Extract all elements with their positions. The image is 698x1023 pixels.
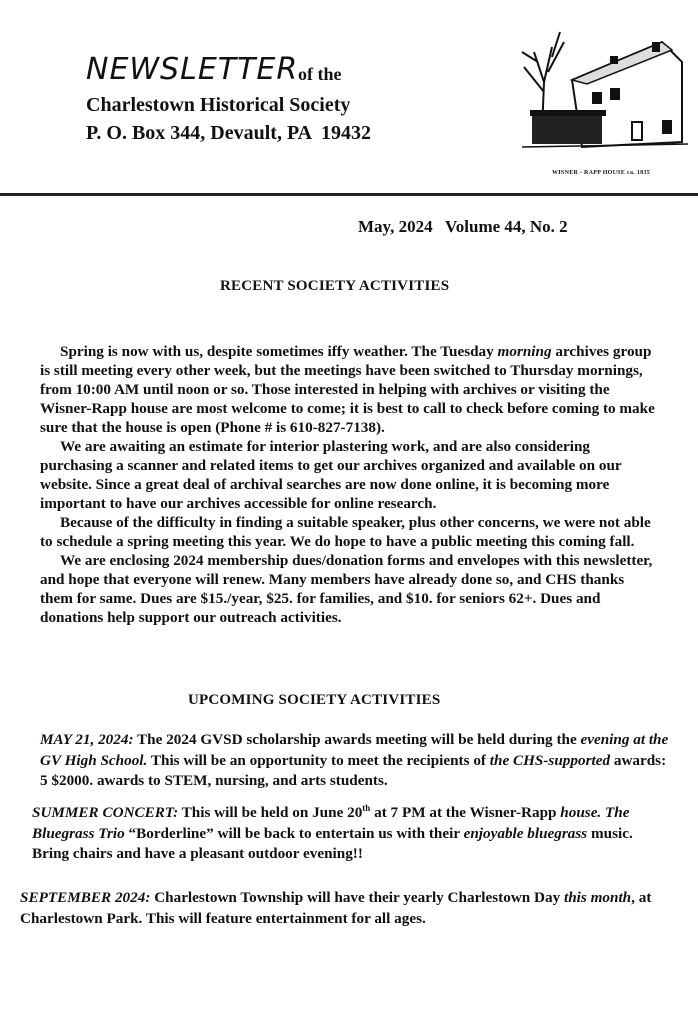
event-may-21: MAY 21, 2024: The 2024 GVSD scholarship awards meeting will be held during the evening at the GV High School. This will be an opportunity to meet the recipients of the CHS-supported awards: 5 $2000. awards to STEM, nursing, and arts students. bbox=[40, 731, 669, 789]
masthead-divider bbox=[0, 193, 698, 196]
event-september: SEPTEMBER 2024: Charlestown Township will have their yearly Charlestown Day this month, at Charlestown Park. This will feature entertainment for all ages. bbox=[20, 889, 652, 927]
paragraph-plastering: We are awaiting an estimate for interior plastering work, and are also considering purchasing a scanner and related items to get our archives organized and available on our website. Since a great deal of archival searches are now done online, it is becoming more important to have our archives accessible for online research. bbox=[40, 438, 622, 512]
event-summer-concert: SUMMER CONCERT: This will be held on June 20th at 7 PM at the Wisner-Rapp house. The Bluegrass Trio “Borderline” will be back to entertain us with their enjoyable bluegrass music. Bring chairs and have a pleasant outdoor evening!! bbox=[32, 802, 633, 862]
society-address: P. O. Box 344, Devault, PA 19432 bbox=[86, 122, 372, 144]
illustration-caption: WISNER - RAPP HOUSE ca. 1835 bbox=[552, 170, 651, 176]
society-name: Charlestown Historical Society bbox=[86, 94, 351, 116]
paragraph-membership: We are enclosing 2024 membership dues/donation forms and envelopes with this newsletter, and hope that everyone will renew. Many members have already done so, and CHS thanks them for same. Dues are $15./year, $25. for families, and $10. for seniors 62+. Dues and donations help support our outreach activities. bbox=[40, 552, 653, 626]
newsletter-of-the: of the bbox=[298, 64, 342, 84]
house-illustration-icon bbox=[512, 22, 698, 162]
newsletter-title: NEWSLETTER bbox=[86, 52, 299, 87]
paragraph-archives: Spring is now with us, despite sometimes iffy weather. The Tuesday morning archives group is still meeting every other week, but the meetings have been switched to Thursday mornings, from 10:00 AM until noon or so. Those interested in helping with archives or visiting the Wisner-Rapp house are most welcome to come; it is best to call to check before coming to make sure that the house is open (Phone # is 610-827-7138). bbox=[40, 343, 655, 436]
upcoming-activities-heading: UPCOMING SOCIETY ACTIVITIES bbox=[188, 692, 441, 708]
paragraph-meeting: Because of the difficulty in finding a suitable speaker, plus other concerns, we were not able to schedule a spring meeting this year. We do hope to have a public meeting this coming fall. bbox=[40, 514, 651, 550]
issue-date-volume: May, 2024 Volume 44, No. 2 bbox=[358, 217, 568, 236]
recent-activities-heading: RECENT SOCIETY ACTIVITIES bbox=[220, 278, 450, 294]
recent-activities-body bbox=[40, 342, 656, 627]
